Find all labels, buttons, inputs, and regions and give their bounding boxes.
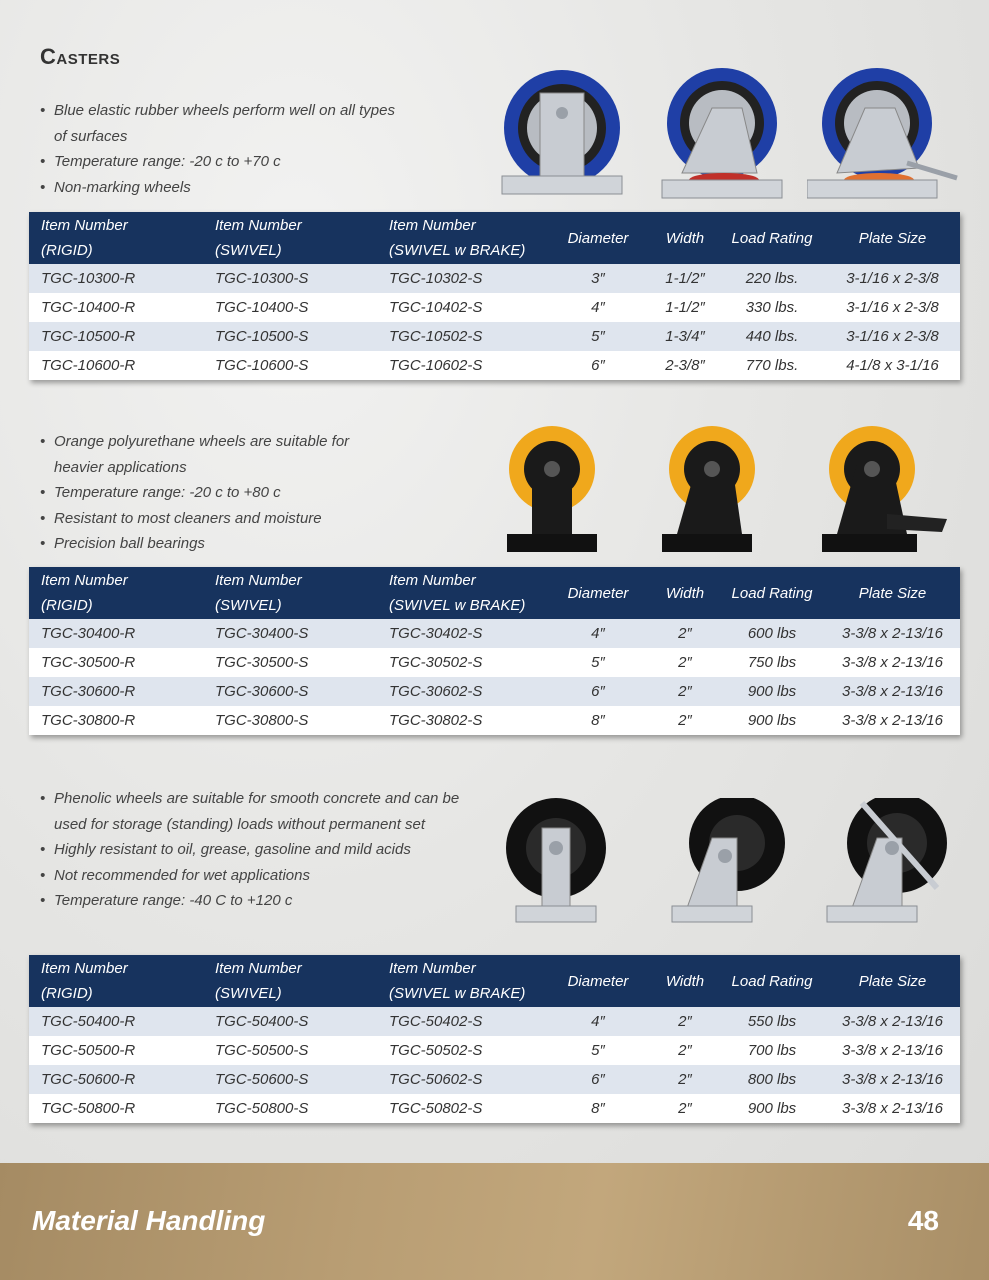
cell-swivel: TGC-30800-S bbox=[203, 706, 377, 735]
cell-plate-size: 3-3/8 x 2-13/16 bbox=[825, 1065, 960, 1094]
col-header-plate-size: Plate Size bbox=[825, 212, 960, 264]
table-row bbox=[29, 677, 960, 706]
spec-table bbox=[29, 955, 960, 1123]
cell-diameter: 6″ bbox=[545, 1065, 651, 1094]
cell-load-rating: 600 lbs bbox=[719, 619, 825, 648]
cell-plate-size: 3-3/8 x 2-13/16 bbox=[825, 677, 960, 706]
cell-swivel-brake: TGC-50502-S bbox=[377, 1036, 545, 1065]
cell-plate-size: 3-1/16 x 2-3/8 bbox=[825, 322, 960, 351]
cell-load-rating: 700 lbs bbox=[719, 1036, 825, 1065]
cell-load-rating: 900 lbs bbox=[719, 677, 825, 706]
cell-rigid: TGC-30600-R bbox=[29, 677, 203, 706]
col-header-swivel-brake: Item Number (SWIVEL w BRAKE) bbox=[377, 955, 545, 1007]
table-row bbox=[29, 648, 960, 677]
feature-item: • Resistant to most cleaners and moisture bbox=[40, 506, 380, 532]
col-header-load-rating: Load Rating bbox=[719, 955, 825, 1007]
col-header-plate-size: Plate Size bbox=[825, 955, 960, 1007]
table-row bbox=[29, 1007, 960, 1036]
cell-width: 1-3/4″ bbox=[651, 322, 719, 351]
cell-width: 2″ bbox=[651, 706, 719, 735]
cell-width: 2″ bbox=[651, 619, 719, 648]
table-row bbox=[29, 706, 960, 735]
cell-diameter: 5″ bbox=[545, 322, 651, 351]
cell-swivel: TGC-50400-S bbox=[203, 1007, 377, 1036]
cell-load-rating: 800 lbs bbox=[719, 1065, 825, 1094]
cell-swivel: TGC-30500-S bbox=[203, 648, 377, 677]
swivel-brake-caster-image bbox=[822, 798, 952, 928]
col-header-diameter: Diameter bbox=[545, 955, 651, 1007]
cell-load-rating: 440 lbs. bbox=[719, 322, 825, 351]
footer-section-title: Material Handling bbox=[32, 1205, 266, 1236]
cell-plate-size: 3-3/8 x 2-13/16 bbox=[825, 706, 960, 735]
cell-rigid: TGC-10500-R bbox=[29, 322, 203, 351]
cell-rigid: TGC-10400-R bbox=[29, 293, 203, 322]
table-row bbox=[29, 1036, 960, 1065]
table-row bbox=[29, 351, 960, 380]
col-header-rigid: Item Number (RIGID) bbox=[29, 955, 203, 1007]
cell-swivel-brake: TGC-50402-S bbox=[377, 1007, 545, 1036]
cell-load-rating: 220 lbs. bbox=[719, 264, 825, 293]
spec-table bbox=[29, 567, 960, 735]
col-header-swivel: Item Number (SWIVEL) bbox=[203, 567, 377, 619]
feature-item: • Temperature range: -40 C to +120 c bbox=[40, 888, 460, 914]
cell-swivel-brake: TGC-30802-S bbox=[377, 706, 545, 735]
rigid-caster-image bbox=[504, 798, 614, 928]
cell-swivel-brake: TGC-30602-S bbox=[377, 677, 545, 706]
cell-load-rating: 330 lbs. bbox=[719, 293, 825, 322]
rigid-caster-image bbox=[492, 68, 632, 203]
caster-photos bbox=[492, 424, 962, 554]
cell-width: 2″ bbox=[651, 1094, 719, 1123]
cell-swivel-brake: TGC-10302-S bbox=[377, 264, 545, 293]
swivel-brake-caster-image bbox=[807, 68, 962, 203]
cell-diameter: 6″ bbox=[545, 351, 651, 380]
cell-load-rating: 750 lbs bbox=[719, 648, 825, 677]
table-header-row bbox=[29, 567, 960, 619]
cell-swivel: TGC-30600-S bbox=[203, 677, 377, 706]
cell-swivel: TGC-50800-S bbox=[203, 1094, 377, 1123]
cell-width: 2″ bbox=[651, 677, 719, 706]
feature-item: • Phenolic wheels are suitable for smooth concrete and can be used for storage (standing) loads without permanent set bbox=[40, 786, 460, 837]
feature-item: • Precision ball bearings bbox=[40, 531, 380, 557]
cell-swivel: TGC-30400-S bbox=[203, 619, 377, 648]
feature-item: • Temperature range: -20 c to +70 c bbox=[40, 149, 400, 175]
feature-item: • Not recommended for wet applications bbox=[40, 863, 460, 889]
cell-swivel-brake: TGC-10502-S bbox=[377, 322, 545, 351]
page-title: Casters bbox=[40, 44, 121, 69]
cell-swivel-brake: TGC-10402-S bbox=[377, 293, 545, 322]
cell-diameter: 3″ bbox=[545, 264, 651, 293]
cell-diameter: 4″ bbox=[545, 619, 651, 648]
page-footer bbox=[0, 1163, 989, 1280]
cell-load-rating: 770 lbs. bbox=[719, 351, 825, 380]
col-header-rigid: Item Number (RIGID) bbox=[29, 567, 203, 619]
cell-rigid: TGC-30800-R bbox=[29, 706, 203, 735]
cell-rigid: TGC-10300-R bbox=[29, 264, 203, 293]
table-row bbox=[29, 1065, 960, 1094]
feature-list bbox=[40, 98, 400, 200]
rigid-caster-image bbox=[502, 424, 612, 559]
cell-rigid: TGC-50500-R bbox=[29, 1036, 203, 1065]
table-row bbox=[29, 293, 960, 322]
table-row bbox=[29, 322, 960, 351]
table-header-row bbox=[29, 212, 960, 264]
cell-diameter: 6″ bbox=[545, 677, 651, 706]
cell-diameter: 4″ bbox=[545, 1007, 651, 1036]
swivel-caster-image bbox=[667, 798, 787, 928]
cell-rigid: TGC-50600-R bbox=[29, 1065, 203, 1094]
cell-plate-size: 3-3/8 x 2-13/16 bbox=[825, 648, 960, 677]
cell-rigid: TGC-50800-R bbox=[29, 1094, 203, 1123]
feature-item: • Non-marking wheels bbox=[40, 175, 400, 201]
swivel-caster-image bbox=[657, 424, 767, 559]
col-header-swivel-brake: Item Number (SWIVEL w BRAKE) bbox=[377, 212, 545, 264]
col-header-plate-size: Plate Size bbox=[825, 567, 960, 619]
cell-load-rating: 900 lbs bbox=[719, 706, 825, 735]
cell-swivel-brake: TGC-10602-S bbox=[377, 351, 545, 380]
col-header-width: Width bbox=[651, 567, 719, 619]
cell-diameter: 5″ bbox=[545, 1036, 651, 1065]
cell-width: 2″ bbox=[651, 1065, 719, 1094]
feature-item: • Orange polyurethane wheels are suitable for heavier applications bbox=[40, 429, 380, 480]
col-header-load-rating: Load Rating bbox=[719, 212, 825, 264]
table-row bbox=[29, 1094, 960, 1123]
col-header-swivel: Item Number (SWIVEL) bbox=[203, 212, 377, 264]
table-row bbox=[29, 619, 960, 648]
cell-load-rating: 550 lbs bbox=[719, 1007, 825, 1036]
cell-plate-size: 3-3/8 x 2-13/16 bbox=[825, 619, 960, 648]
col-header-width: Width bbox=[651, 955, 719, 1007]
spec-table bbox=[29, 212, 960, 380]
col-header-diameter: Diameter bbox=[545, 567, 651, 619]
cell-rigid: TGC-50400-R bbox=[29, 1007, 203, 1036]
caster-photos bbox=[492, 798, 962, 928]
cell-plate-size: 3-1/16 x 2-3/8 bbox=[825, 293, 960, 322]
cell-width: 2″ bbox=[651, 1036, 719, 1065]
table-header-row bbox=[29, 955, 960, 1007]
cell-rigid: TGC-30500-R bbox=[29, 648, 203, 677]
cell-swivel: TGC-10600-S bbox=[203, 351, 377, 380]
cell-plate-size: 4-1/8 x 3-1/16 bbox=[825, 351, 960, 380]
cell-rigid: TGC-10600-R bbox=[29, 351, 203, 380]
cell-swivel: TGC-50600-S bbox=[203, 1065, 377, 1094]
cell-width: 2″ bbox=[651, 1007, 719, 1036]
cell-swivel: TGC-50500-S bbox=[203, 1036, 377, 1065]
caster-photos bbox=[492, 68, 962, 198]
col-header-swivel-brake: Item Number (SWIVEL w BRAKE) bbox=[377, 567, 545, 619]
cell-plate-size: 3-3/8 x 2-13/16 bbox=[825, 1036, 960, 1065]
cell-diameter: 4″ bbox=[545, 293, 651, 322]
cell-swivel-brake: TGC-50802-S bbox=[377, 1094, 545, 1123]
cell-diameter: 8″ bbox=[545, 706, 651, 735]
cell-width: 2″ bbox=[651, 648, 719, 677]
cell-plate-size: 3-3/8 x 2-13/16 bbox=[825, 1094, 960, 1123]
cell-swivel-brake: TGC-50602-S bbox=[377, 1065, 545, 1094]
cell-swivel-brake: TGC-30402-S bbox=[377, 619, 545, 648]
feature-list bbox=[40, 786, 460, 914]
col-header-load-rating: Load Rating bbox=[719, 567, 825, 619]
swivel-caster-image bbox=[652, 68, 792, 203]
cell-load-rating: 900 lbs bbox=[719, 1094, 825, 1123]
col-header-swivel: Item Number (SWIVEL) bbox=[203, 955, 377, 1007]
cell-width: 1-1/2″ bbox=[651, 293, 719, 322]
cell-swivel: TGC-10400-S bbox=[203, 293, 377, 322]
col-header-width: Width bbox=[651, 212, 719, 264]
col-header-rigid: Item Number (RIGID) bbox=[29, 212, 203, 264]
feature-list bbox=[40, 429, 380, 557]
page-number: 48 bbox=[907, 1205, 939, 1236]
cell-diameter: 8″ bbox=[545, 1094, 651, 1123]
cell-swivel: TGC-10300-S bbox=[203, 264, 377, 293]
cell-swivel-brake: TGC-30502-S bbox=[377, 648, 545, 677]
cell-plate-size: 3-1/16 x 2-3/8 bbox=[825, 264, 960, 293]
cell-rigid: TGC-30400-R bbox=[29, 619, 203, 648]
cell-width: 2-3/8″ bbox=[651, 351, 719, 380]
feature-item: • Temperature range: -20 c to +80 c bbox=[40, 480, 380, 506]
cell-width: 1-1/2″ bbox=[651, 264, 719, 293]
cell-swivel: TGC-10500-S bbox=[203, 322, 377, 351]
cell-diameter: 5″ bbox=[545, 648, 651, 677]
feature-item: • Highly resistant to oil, grease, gasoline and mild acids bbox=[40, 837, 460, 863]
table-row bbox=[29, 264, 960, 293]
col-header-diameter: Diameter bbox=[545, 212, 651, 264]
swivel-brake-caster-image bbox=[817, 424, 952, 559]
cell-plate-size: 3-3/8 x 2-13/16 bbox=[825, 1007, 960, 1036]
feature-item: • Blue elastic rubber wheels perform well on all types of surfaces bbox=[40, 98, 400, 149]
